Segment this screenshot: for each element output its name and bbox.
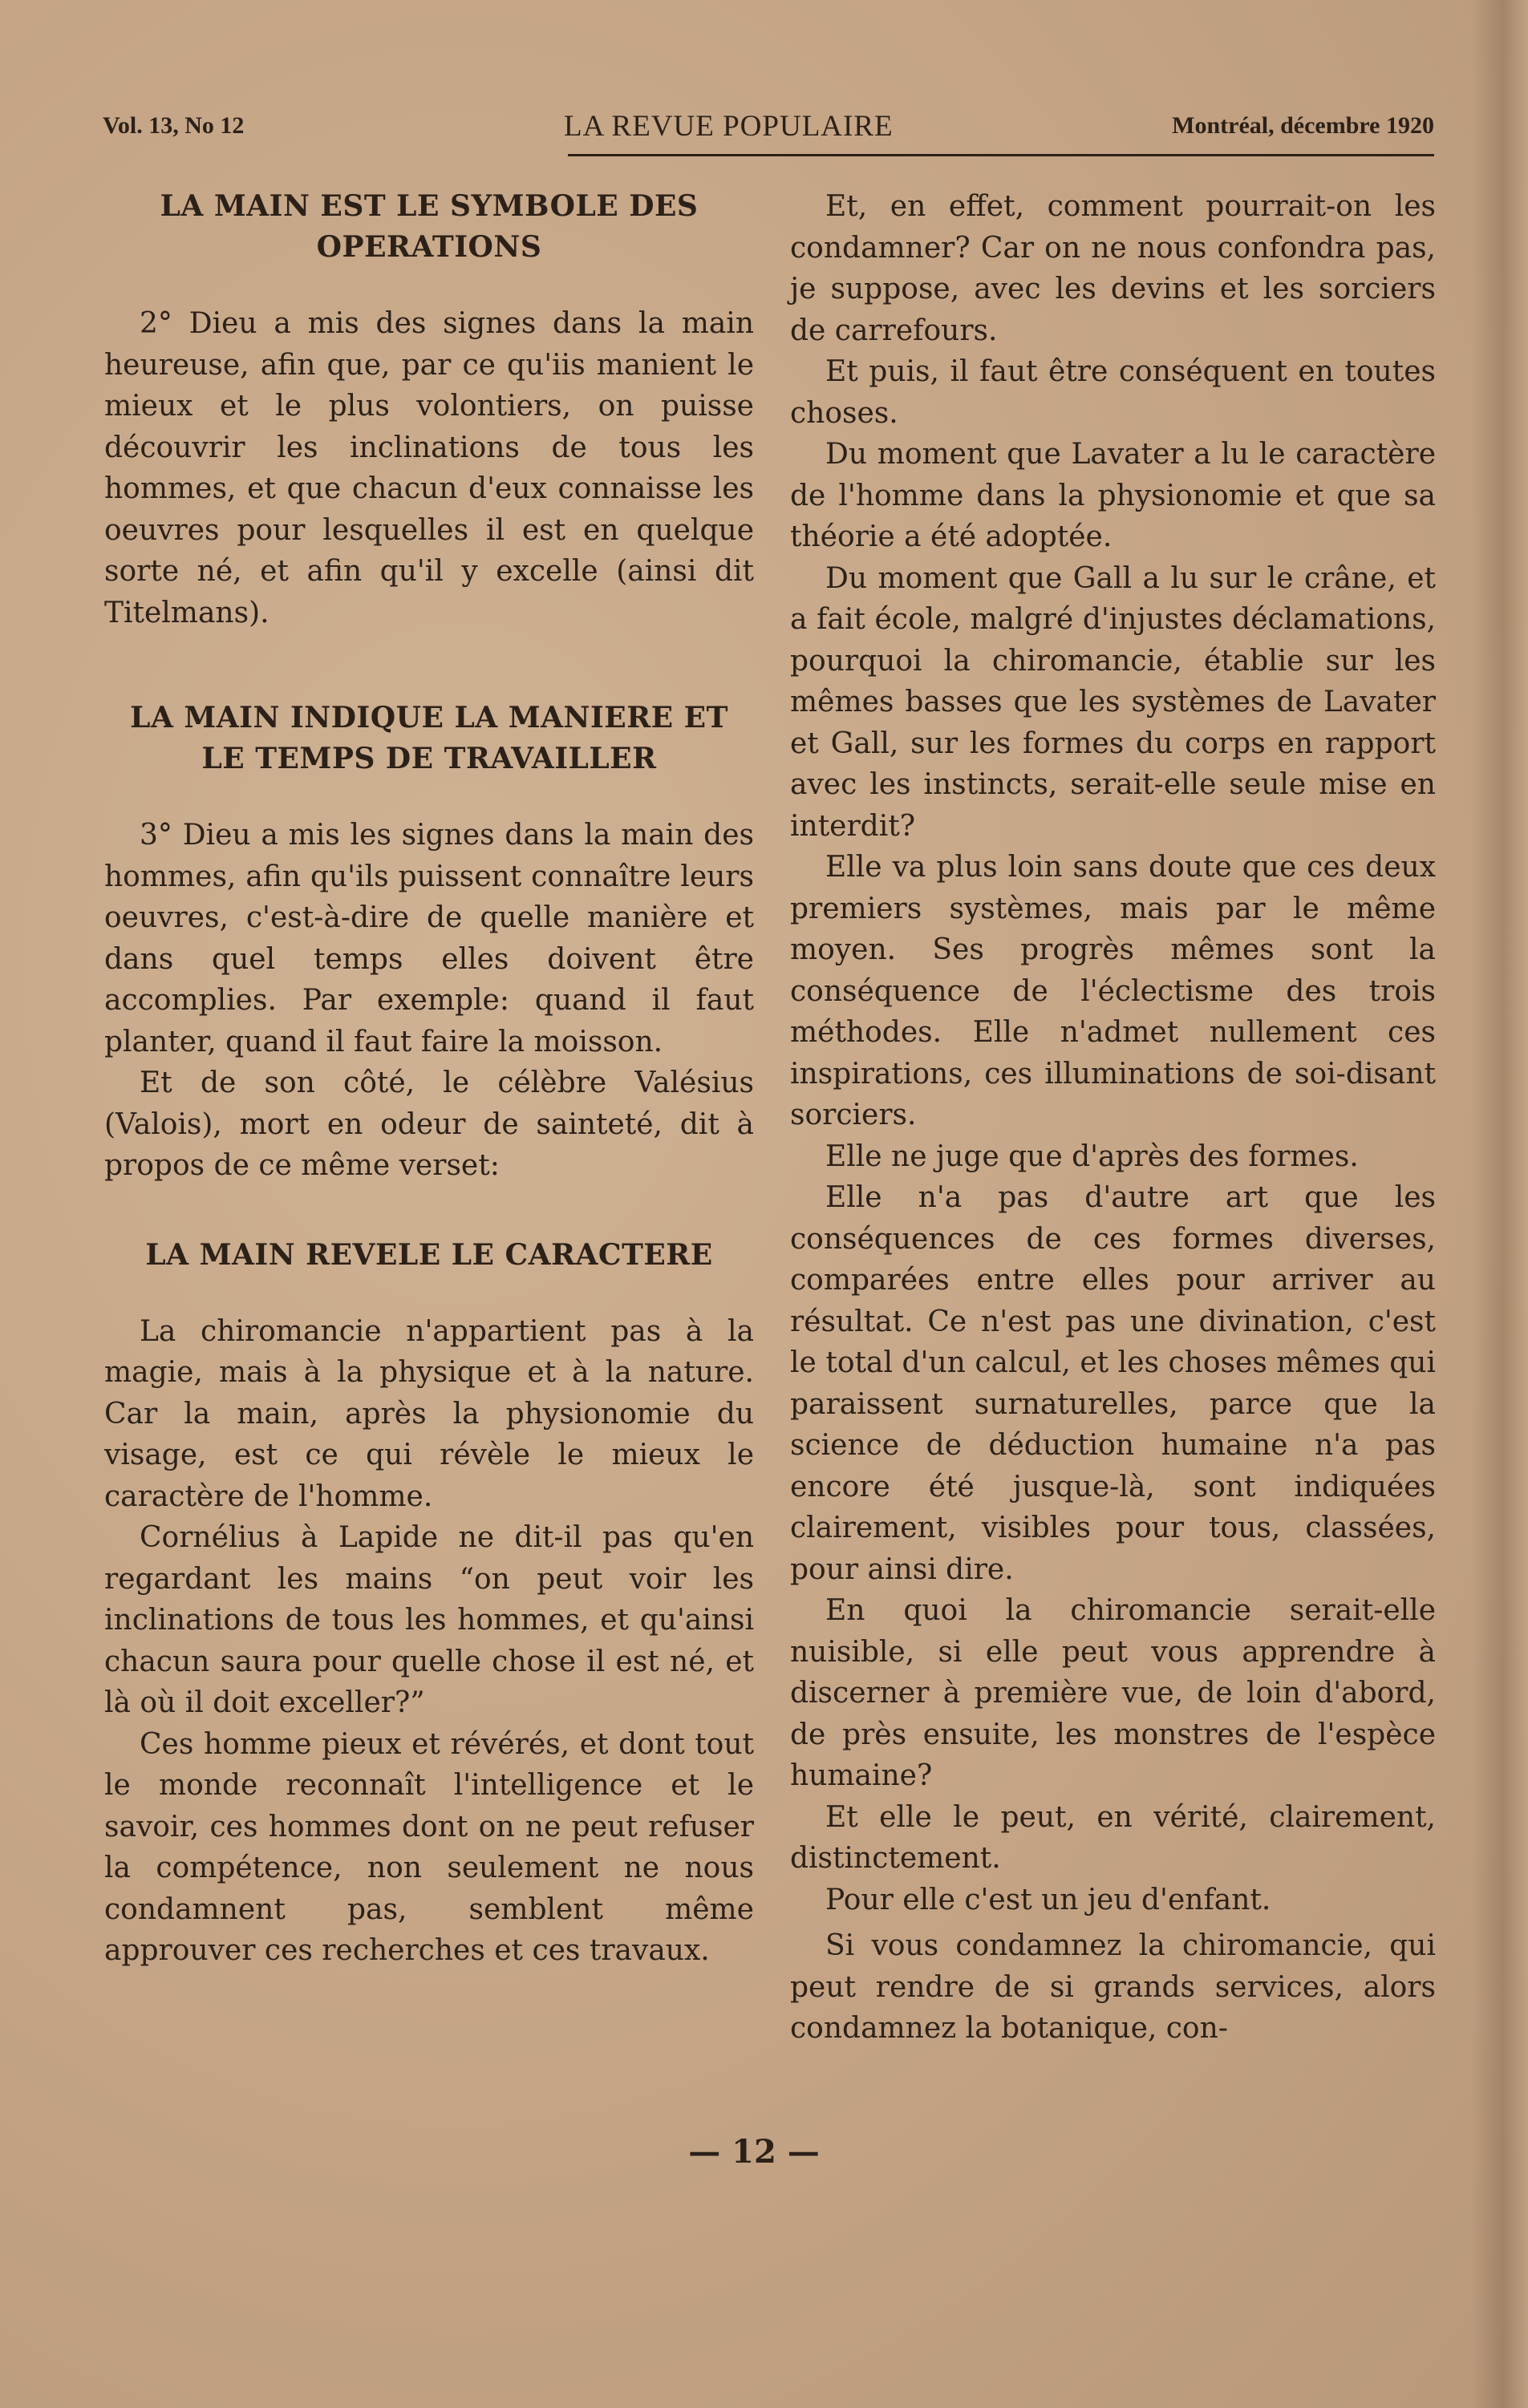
paragraph: Si vous condamnez la chiromancie, qui peut rendre de si grands services, alors condamnez la botanique, con- <box>790 1929 1436 2045</box>
left-column <box>104 186 754 1972</box>
dateline: Montréal, décembre 1920 <box>1172 112 1434 139</box>
paragraph: Et, en effet, comment pourrait-on les condamner? Car on ne nous confondra pas, je suppose, avec les devins et les sorciers de carrefours. <box>790 190 1436 347</box>
paragraph: Elle n'a pas d'autre art que les conséquences de ces formes diverses, comparées entre elles pour arriver au résultat. Ce n'est pas une divination, c'est le total d'un calcul, et les choses mêmes qui paraissent surnaturelles, parce que la science de déduction humaine n'a pas encore été jusque-là, sont indiquées clairement, visibles pour tous, classées, pour ainsi dire. <box>790 1181 1436 1586</box>
section-heading-maniere: LA MAIN INDIQUE LA MANIERE ET LE TEMPS DE TRAVAILLER <box>130 701 728 775</box>
header-rule <box>568 154 1434 156</box>
paragraph: Du moment que Lavater a lu le caractère de l'homme dans la physionomie et que sa théorie a été adoptée. <box>790 438 1436 553</box>
section-heading-symbole: LA MAIN EST LE SYMBOLE DES OPERATIONS <box>160 189 699 264</box>
right-column <box>790 186 1436 2050</box>
paragraph: La chiromancie n'appartient pas à la magie, mais à la physique et à la nature. Car la main, après la physionomie du visage, est ce qui révèle le mieux le caractère de l'homme. <box>104 1314 754 1513</box>
paragraph: Ces homme pieux et révérés, et dont tout le monde reconnaît l'intelligence et le savoir, ces hommes dont on ne peut refuser la compétence, non seulement ne nous condamnent pas, semblent même approuver ces recherches et ces travaux. <box>104 1727 754 1967</box>
paragraph: En quoi la chiromancie serait-elle nuisible, si elle peut vous apprendre à discerner à première vue, de loin d'abord, de près ensuite, les monstres de l'espèce humaine? <box>790 1594 1436 1792</box>
paragraph: Et de son côté, le célèbre Valésius (Valois), mort en odeur de sainteté, dit à propos de ce même verset: <box>104 1066 754 1182</box>
paragraph: Elle va plus loin sans doute que ces deux premiers systèmes, mais par le même moyen. Ses progrès mêmes sont la conséquence de l'éclectisme des trois méthodes. Elle n'admet nullement ces inspirations, ces illuminations de soi-disant sorciers. <box>790 851 1436 1131</box>
paragraph: Cornélius à Lapide ne dit-il pas qu'en regardant les mains “on peut voir les inclinations de tous les hommes, et qu'ainsi chacun saura pour quelle chose il est né, et là où il doit exceller?” <box>104 1521 754 1719</box>
paragraph: Et elle le peut, en vérité, clairement, distinctement. <box>790 1800 1436 1875</box>
paragraph: 2° Dieu a mis des signes dans la main heureuse, afin que, par ce qu'iis manient le mieux et le plus volontiers, on puisse découvrir les inclinations de tous les hommes, et que chacun d'eux connaisse les oeuvres pour lesquelles il est en quelque sorte né, et afin qu'il y excelle (ainsi dit Titelmans). <box>104 307 754 629</box>
page-edge-shadow <box>1472 0 1528 2408</box>
paragraph: Pour elle c'est un jeu d'enfant. <box>825 1883 1271 1916</box>
paragraph: 3° Dieu a mis les signes dans la main des hommes, afin qu'ils puissent connaître leurs oeuvres, c'est-à-dire de quelle manière et dans quel temps elles doivent être accomplies. Par exemple: quand il faut planter, quand il faut faire la moisson. <box>104 819 754 1058</box>
volume-number: Vol. 13, No 12 <box>103 112 245 139</box>
page-header <box>103 112 1434 160</box>
page-number: — 12 — <box>688 2133 820 2171</box>
paragraph: Elle ne juge que d'après des formes. <box>825 1139 1359 1173</box>
paragraph: Du moment que Gall a lu sur le crâne, et a fait école, malgré d'injustes déclamations, pourquoi la chiromancie, établie sur les mêmes basses que les systèmes de Lavater et Gall, sur les formes du corps en rapport avec les instincts, serait-elle seule mise en interdit? <box>790 561 1436 843</box>
publication-title: LA REVUE POPULAIRE <box>564 110 894 143</box>
paragraph: Et puis, il faut être conséquent en toutes choses. <box>790 355 1436 430</box>
section-heading-caractere: LA MAIN REVELE LE CARACTERE <box>145 1237 713 1272</box>
